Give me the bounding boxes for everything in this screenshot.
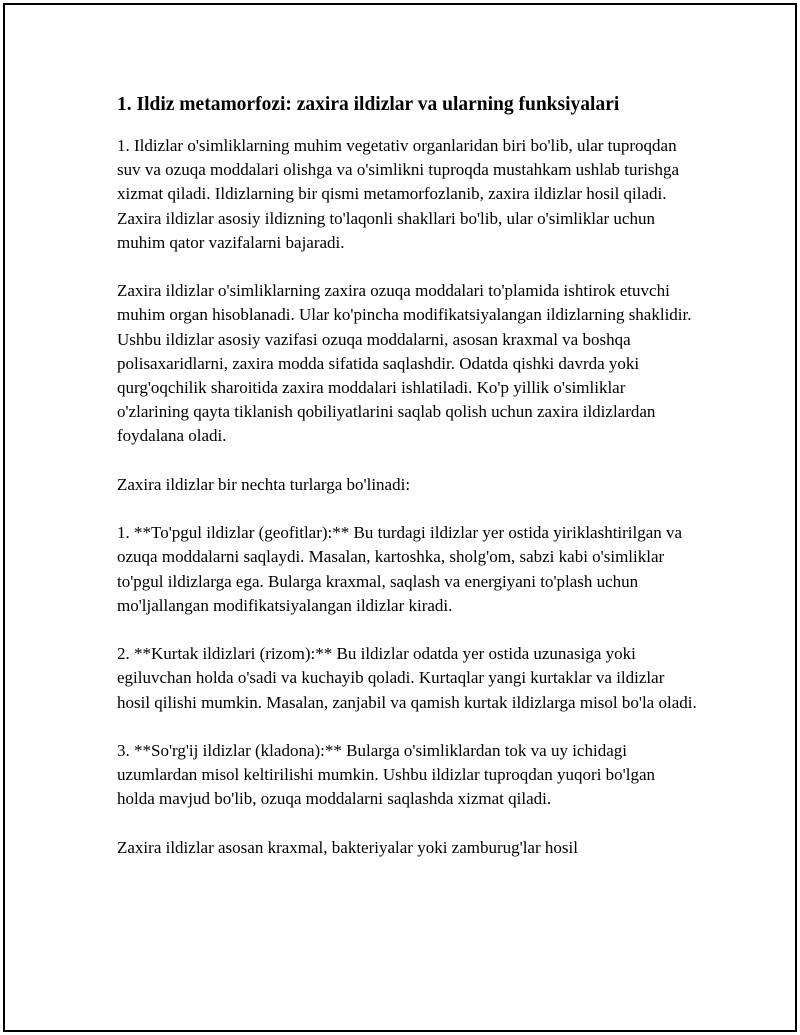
document-title: 1. Ildiz metamorfozi: zaxira ildizlar va ularning funksiyalari [117,94,620,115]
document-body [117,92,697,884]
paragraph-type-2: 2. **Kurtak ildizlari (rizom):** Bu ildizlar odatda yer ostida uzunasiga yoki egiluvchan holda o'sadi va kuchayib qoladi. Kurtaqlar yangi kurtaklar va ildizlar hosil qilishi mumkin. Masalan, zanjabil va qamish kurtak ildizlarga misol bo'la oladi. [117,644,697,712]
paragraph-closing: Zaxira ildizlar asosan kraxmal, bakteriyalar yoki zamburug'lar hosil [117,837,578,857]
paragraph-type-3: 3. **So'rg'ij ildizlar (kladona):** Bularga o'simliklardan tok va uy ichidagi uzumlardan misol keltirilishi mumkin. Ushbu ildizlar tuproqdan yuqori bo'lgan holda mavjud bo'lib, ozuqa moddalarni saqlashda xizmat qiladi. [117,741,656,809]
paragraph-type-1: 1. **To'pgul ildizlar (geofitlar):** Bu turdagi ildizlar yer ostida yiriklashtirilgan va ozuqa moddalarni saqlaydi. Masalan, kartoshka, sholg'om, sabzi kabi o'simliklar to'pgul ildizlarga ega. Bularga kraxmal, saqlash va energiyani to'plash uchun mo'ljallangan modifikatsiyalangan ildizlar kiradi. [117,523,683,615]
paragraph-storage-roots: Zaxira ildizlar o'simliklarning zaxira ozuqa moddalari to'plamida ishtirok etuvchi muhim organ hisoblanadi. Ular ko'pincha modifikatsiyalangan ildizlarning shaklidir. Ushbu ildizlar asosiy vazifasi ozuqa moddalarni, asosan kraxmal va boshqa polisaxaridlarni, zaxira modda sifatida saqlashdir. Odatda qishki davrda yoki qurg'oqchilik sharoitida zaxira moddalari ishlatiladi. Ko'p yillik o'simliklar o'zlarining qayta tiklanish qobiliyatlarini saqlab qolish uchun zaxira ildizlardan foydalana oladi. [117,281,692,446]
paragraph-intro: 1. Ildizlar o'simliklarning muhim vegetativ organlaridan biri bo'lib, ular tuproqdan suv va ozuqa moddalari olishga va o'simlikni tuproqda mustahkam ushlab turishga xizmat qiladi. Ildizlarning bir qismi metamorfozlanib, zaxira ildizlar hosil qiladi. Zaxira ildizlar asosiy ildizning to'laqonli shakllari bo'lib, ular o'simliklar uchun muhim qator vazifalarni bajaradi. [117,136,680,252]
paragraph-types-intro: Zaxira ildizlar bir nechta turlarga bo'linadi: [117,474,411,494]
